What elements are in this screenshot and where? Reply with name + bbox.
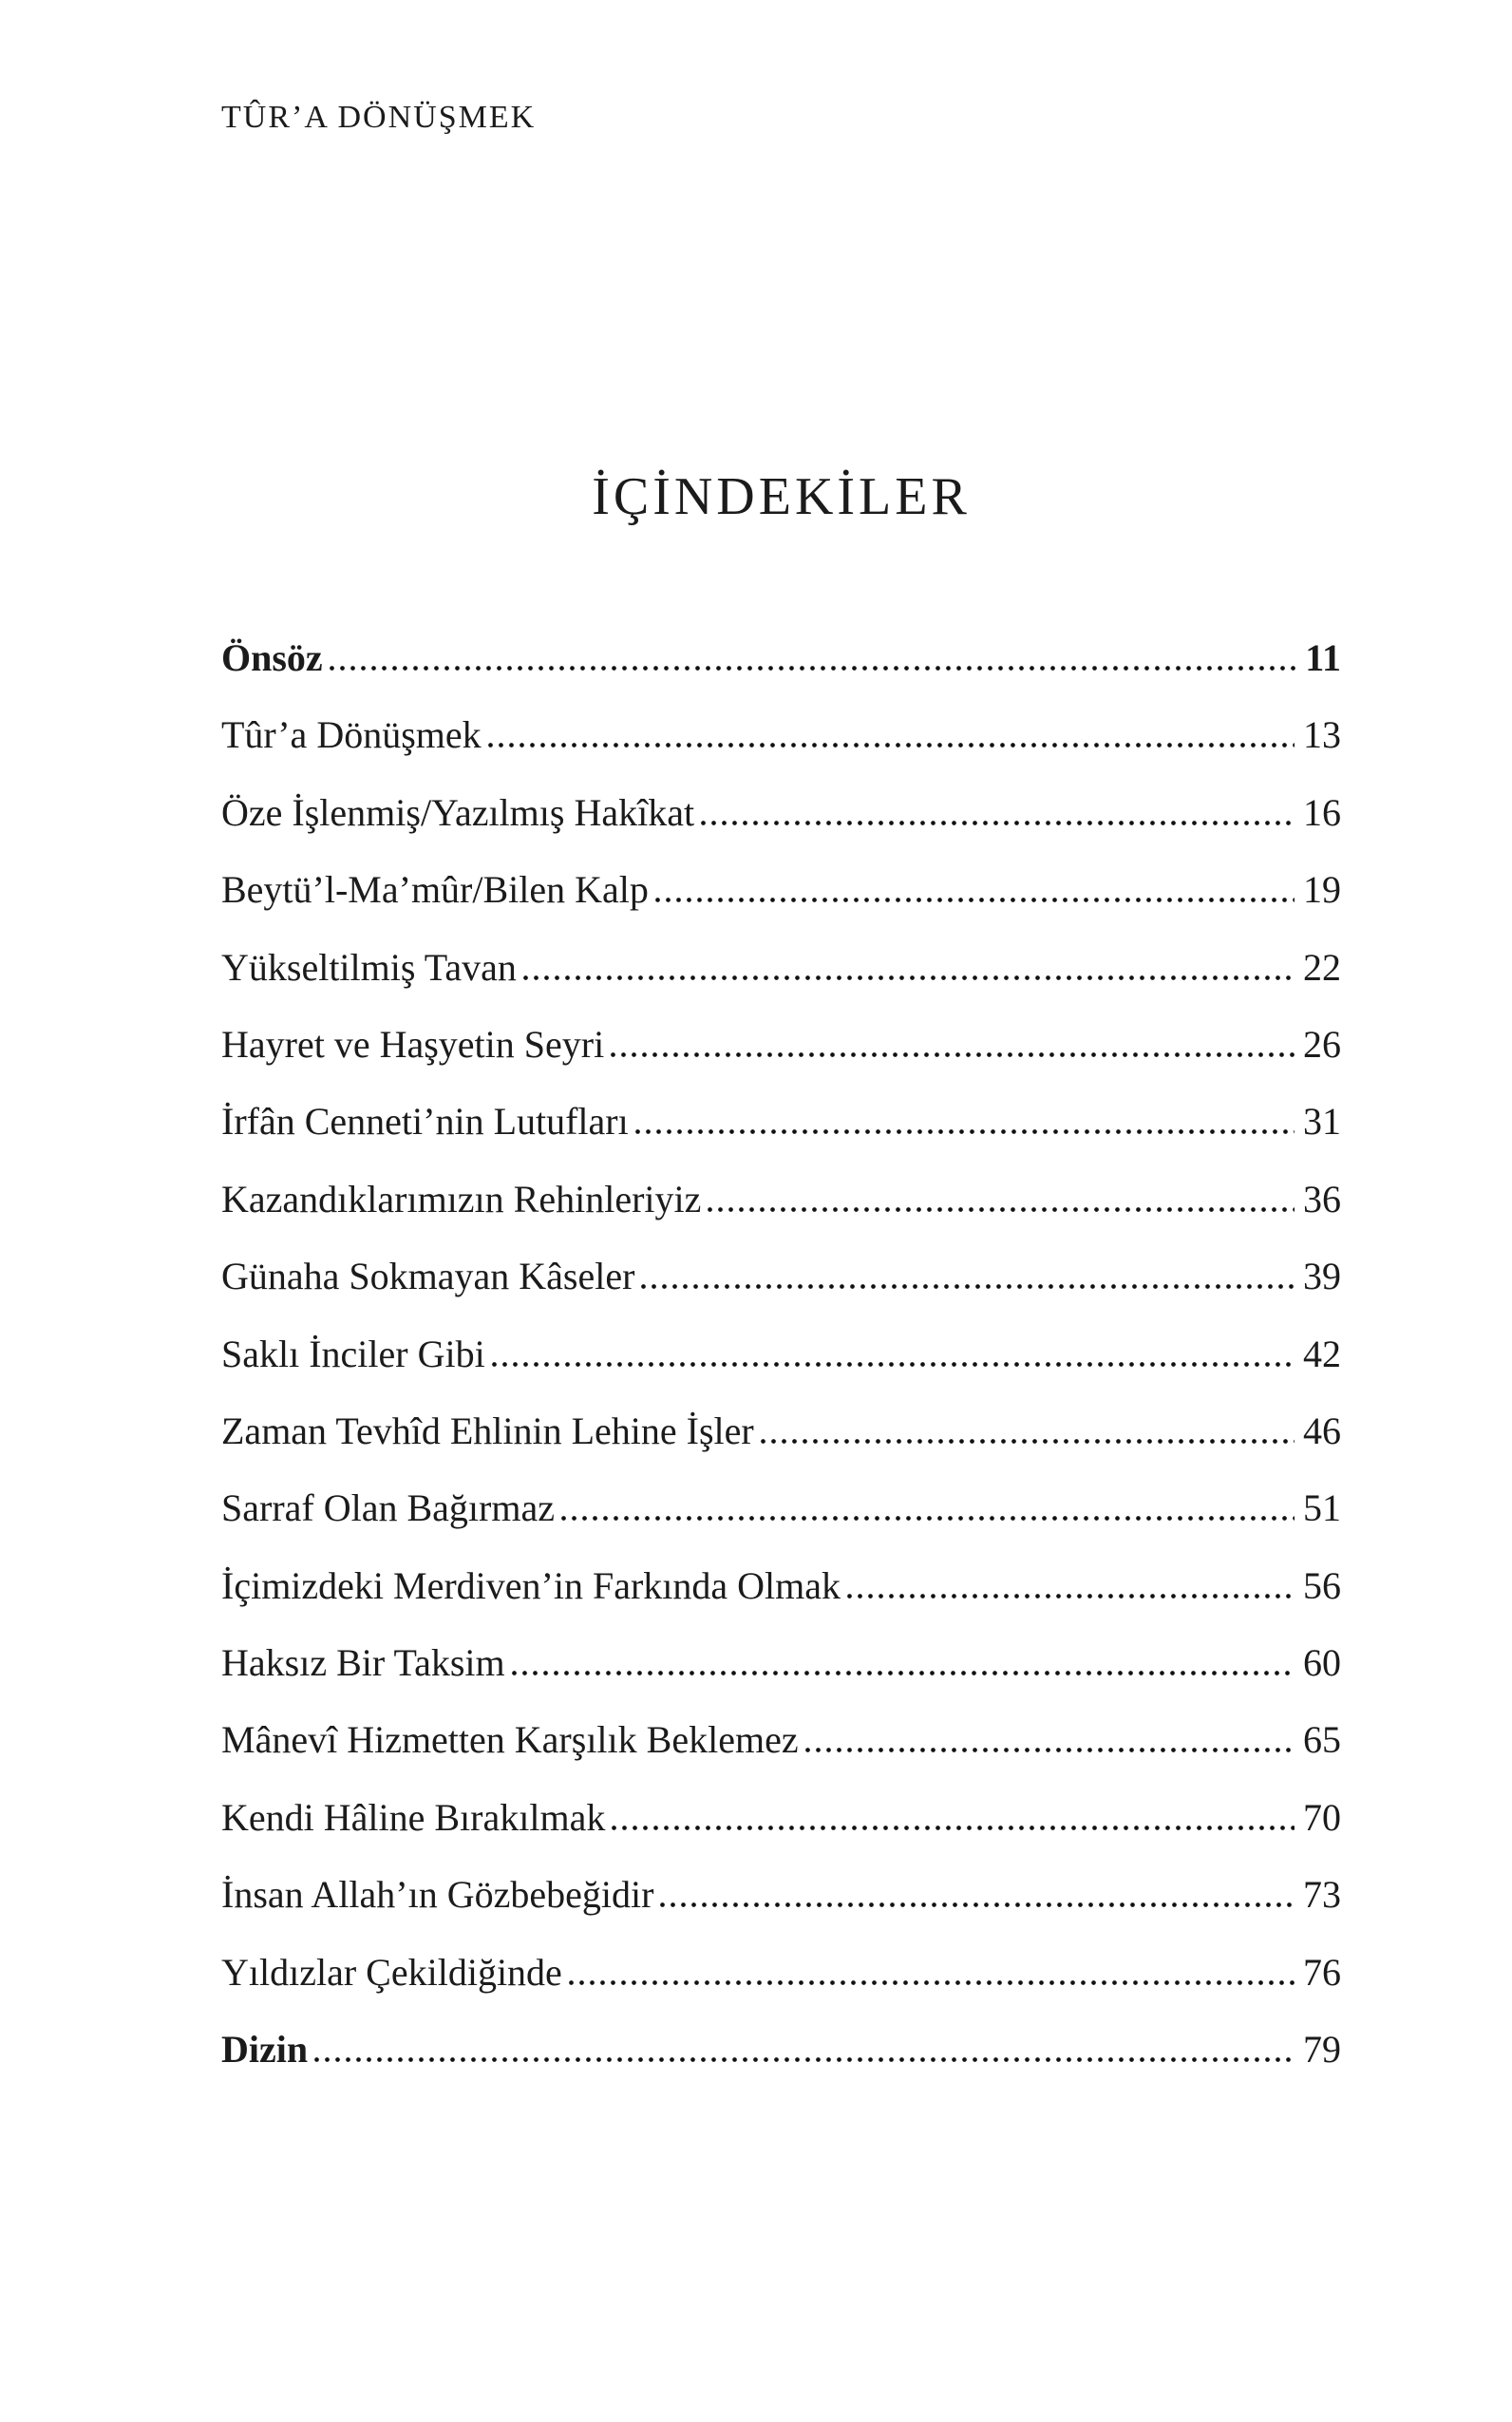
toc-entry-label: İrfân Cenneti’nin Lutufları — [221, 1100, 629, 1144]
toc-entry-label: Dizin — [221, 2028, 309, 2072]
dot-leader — [314, 2057, 1295, 2062]
toc-entry-page: 73 — [1303, 1873, 1341, 1917]
dot-leader — [847, 1594, 1295, 1599]
toc-entry — [221, 1624, 1341, 1701]
toc-entry-label: Kazandıklarımızın Rehinleriyiz — [221, 1177, 702, 1220]
dot-leader — [805, 1748, 1295, 1752]
toc-entry — [221, 1469, 1341, 1546]
toc-entry-page: 26 — [1303, 1022, 1341, 1066]
toc-entry — [221, 696, 1341, 773]
toc-entry-label: Günaha Sokmayan Kâseler — [221, 1255, 635, 1298]
toc-entry — [221, 929, 1341, 1006]
dot-leader — [512, 1671, 1295, 1675]
toc-entry — [221, 1315, 1341, 1392]
toc-entry — [221, 1934, 1341, 2011]
toc-entry — [221, 1006, 1341, 1083]
dot-leader — [611, 1052, 1295, 1057]
toc-entry-page: 60 — [1303, 1641, 1341, 1685]
dot-leader — [701, 821, 1295, 825]
toc-entry-page: 13 — [1303, 713, 1341, 757]
toc-entry-label: Sarraf Olan Bağırmaz — [221, 1486, 555, 1530]
toc-entry-label: İnsan Allah’ın Gözbebeğidir — [221, 1873, 654, 1917]
dot-leader — [761, 1439, 1295, 1444]
toc-entry-page: 76 — [1303, 1950, 1341, 1994]
dot-leader — [635, 1129, 1295, 1134]
toc-entry-label: Kendi Hâline Bırakılmak — [221, 1795, 606, 1839]
toc-entry-page: 22 — [1303, 945, 1341, 989]
dot-leader — [488, 743, 1295, 747]
dot-leader — [641, 1284, 1295, 1289]
toc-entry-page: 65 — [1303, 1718, 1341, 1762]
toc-entry-page: 70 — [1303, 1795, 1341, 1839]
toc-entry — [221, 1779, 1341, 1856]
toc-entry-label: Mânevî Hizmetten Karşılık Beklemez — [221, 1718, 799, 1762]
toc-entry — [221, 1701, 1341, 1778]
toc-entry-page: 39 — [1303, 1255, 1341, 1298]
toc-entry — [221, 1856, 1341, 1933]
toc-entry — [221, 1161, 1341, 1238]
toc-entry-page: 19 — [1303, 868, 1341, 912]
toc-entry — [221, 1547, 1341, 1624]
toc-entry-page: 11 — [1305, 636, 1341, 679]
page-title: İÇİNDEKİLER — [592, 467, 971, 526]
toc-entry-label: Zaman Tevhîd Ehlinin Lehine İşler — [221, 1409, 754, 1452]
toc-entry-label: Öze İşlenmiş/Yazılmış Hakîkat — [221, 790, 695, 834]
toc-entry-page: 31 — [1303, 1100, 1341, 1144]
toc-entry-label: Hayret ve Haşyetin Seyri — [221, 1022, 605, 1066]
toc-entry — [221, 2011, 1341, 2088]
toc-entry-page: 79 — [1303, 2028, 1341, 2072]
dot-leader — [492, 1362, 1295, 1367]
toc-entry-label: Tûr’a Dönüşmek — [221, 713, 482, 757]
toc-entry-label: Yükseltilmiş Tavan — [221, 945, 517, 989]
toc-entry-page: 51 — [1303, 1486, 1341, 1530]
toc-entry-label: Önsöz — [221, 636, 323, 679]
running-header: TÛR’A DÖNÜŞMEK — [221, 100, 537, 135]
toc-entry-label: Yıldızlar Çekildiğinde — [221, 1950, 562, 1994]
toc-entry-page: 42 — [1303, 1332, 1341, 1375]
toc-entry-label: Beytü’l-Ma’mûr/Bilen Kalp — [221, 868, 649, 912]
toc-entry — [221, 1238, 1341, 1315]
toc-entry — [221, 1392, 1341, 1469]
toc-entry — [221, 1083, 1341, 1160]
toc-entry — [221, 619, 1341, 696]
dot-leader — [708, 1207, 1295, 1212]
dot-leader — [660, 1902, 1295, 1907]
toc-entry — [221, 851, 1341, 928]
toc-entry-page: 16 — [1303, 790, 1341, 834]
toc-entry-page: 56 — [1303, 1563, 1341, 1607]
toc-entry-label: İçimizdeki Merdiven’in Farkında Olmak — [221, 1563, 841, 1607]
toc-entry — [221, 774, 1341, 851]
toc-entry-label: Saklı İnciler Gibi — [221, 1332, 485, 1375]
dot-leader — [561, 1516, 1295, 1521]
toc-entry-page: 36 — [1303, 1177, 1341, 1220]
dot-leader — [655, 898, 1295, 902]
dot-leader — [330, 666, 1297, 671]
dot-leader — [523, 975, 1295, 980]
toc-entry-label: Haksız Bir Taksim — [221, 1641, 505, 1685]
table-of-contents — [221, 619, 1341, 2088]
dot-leader — [612, 1826, 1295, 1830]
dot-leader — [569, 1980, 1295, 1985]
toc-entry-page: 46 — [1303, 1409, 1341, 1452]
